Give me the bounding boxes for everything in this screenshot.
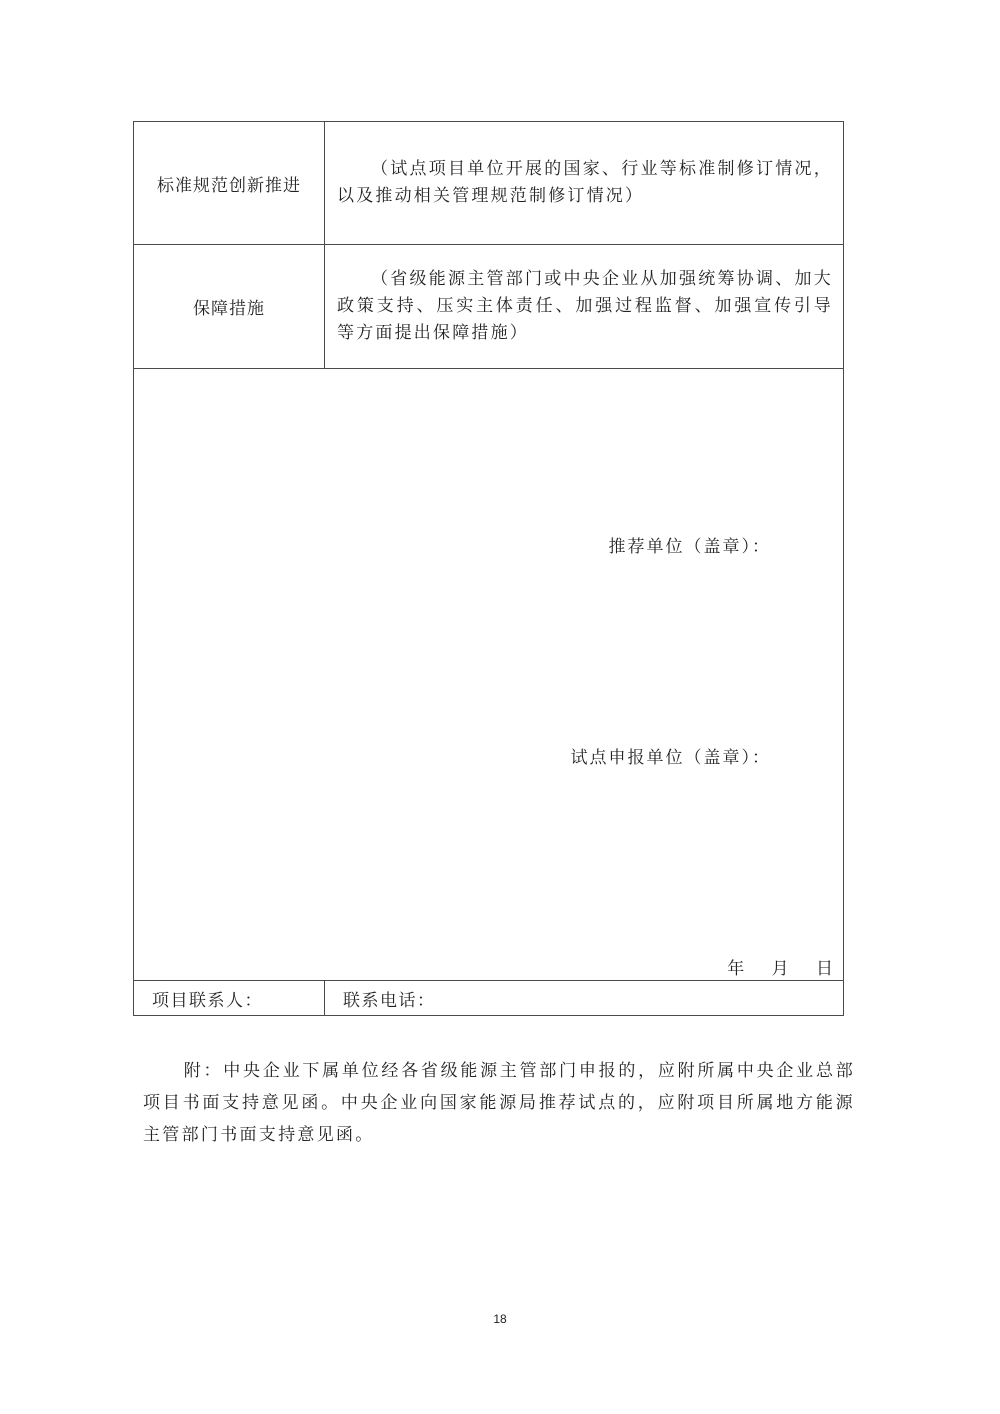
- guarantee-measures-text: （省级能源主管部门或中央企业从加强统筹协调、加大政策支持、压实主体责任、加强过程监督、加强宣传引导等方面提出保障措施）: [337, 269, 833, 343]
- guarantee-measures-content: [325, 245, 843, 368]
- contact-person-label: 项目联系人：: [134, 981, 325, 1015]
- page-number: 18: [493, 1312, 507, 1326]
- standard-innovation-text: （试点项目单位开展的国家、行业等标准制修订情况，以及推动相关管理规范制修订情况）: [337, 159, 833, 206]
- standard-innovation-row: [134, 122, 843, 245]
- standard-innovation-content: [325, 122, 843, 244]
- contact-phone-label: 联系电话：: [343, 990, 436, 1011]
- recommend-unit-seal: 推荐单位（盖章）：: [608, 537, 771, 557]
- guarantee-measures-row: [134, 245, 843, 369]
- applicant-unit-seal: 试点申报单位（盖章）：: [570, 748, 771, 768]
- date-year-label: 年: [727, 959, 745, 979]
- date-month-label: 月: [771, 959, 789, 979]
- date-day-label: 日: [816, 959, 833, 979]
- attachment-note: 附：中央企业下属单位经各省级能源主管部门申报的，应附所属中央企业总部项目书面支持意见函。中央企业向国家能源局推荐试点的，应附项目所属地方能源主管部门书面支持意见函。: [143, 1061, 855, 1145]
- contact-row: [134, 981, 843, 1015]
- guarantee-measures-label: 保障措施: [134, 245, 325, 368]
- application-form-table: [133, 121, 844, 1016]
- standard-innovation-label: 标准规范创新推进: [134, 122, 325, 244]
- signature-area: [134, 369, 843, 981]
- sign-date: [727, 954, 833, 979]
